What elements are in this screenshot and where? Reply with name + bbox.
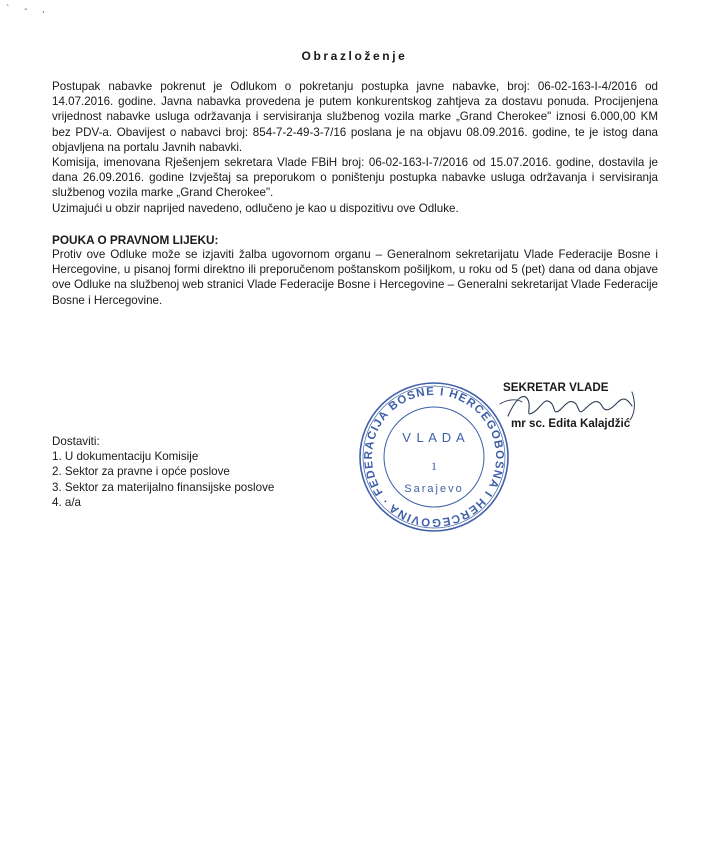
stamp-number: 1 <box>431 459 437 473</box>
list-item: 1. U dokumentaciju Komisije <box>52 450 199 464</box>
distribution-label: Dostaviti: <box>52 435 100 448</box>
paragraph: Postupak nabavke pokrenut je Odlukom o pokretanju postupka javne nabavke, broj: 06-02-163-I-4/2016 od 14.07.2016. godine. Javna nabavka provedena je putem konkurentskog zahtjeva za dostavu ponuda. Procijenjena vrijednost nabavke usluga održavanja i servisiranja službenog vozila marke „Grand Cherokee" iznosi 6.000,00 KM bez PDV-a. Obavijest o nabavci broj: 854-7-2-49-3-7/16 poslana je na objavu 08.09.2016. godine, te je istog dana objavljena na portalu Javnih nabavki. <box>52 80 658 154</box>
list-item: 3. Sektor za materijalno finansijske poslove <box>52 480 275 494</box>
pouka-section <box>52 247 658 308</box>
stamp-outer-text: BOSNA I HERCEGOVINA · FEDERACIJA BOSNE I HERCEGOVINE <box>362 385 506 529</box>
svg-text:BOSNA I HERCEGOVINA · FEDERACI <box>357 380 511 534</box>
list-item: 2. Sektor za pravne i opće poslove <box>52 465 230 479</box>
signatory-name: mr sc. Edita Kalajdžić <box>511 417 631 430</box>
paragraph: Uzimajući u obzir naprijed navedeno, odlučeno je kao u dispozitivu ove Odluke. <box>52 201 459 215</box>
stamp-city: Sarajevo <box>404 483 464 495</box>
document-title: Obrazloženje <box>301 49 408 63</box>
list-item: 4. a/a <box>52 495 82 509</box>
distribution-list <box>52 434 274 510</box>
signatory-title: SEKRETAR VLADE <box>503 381 609 394</box>
official-stamp <box>357 380 511 534</box>
obrazlozenje-section <box>52 79 658 216</box>
paragraph: Komisija, imenovana Rješenjem sekretara Vlade FBiH broj: 06-02-163-I-7/2016 od 15.07.2016. godine, dostavila je dana 26.09.2016. godine Izvještaj sa preporukom o poništenju postupka nabavke usluga održavanja i servisiranja službenog vozila marke „Grand Cherokee". <box>52 156 658 200</box>
pouka-heading: POUKA O PRAVNOM LIJEKU: <box>52 233 219 247</box>
stamp-inner-word: V L A D A <box>402 430 466 445</box>
paragraph: Protiv ove Odluke može se izjaviti žalba ugovornom organu – Generalnom sekretarijatu Vlade Federacije Bosne i Hercegovine, u pisanoj formi direktno ili preporučenom poštanskom pošiljkom, u roku od 5 (pet) dana od dana objave ove Odluke na službenoj web stranici Vlade Federacije Bosne i Hercegovine – Generalni sekretarijat Vlade Federacije Bosne i Hercegovine. <box>52 248 658 307</box>
scan-marks: ` - ‚ <box>6 4 51 15</box>
